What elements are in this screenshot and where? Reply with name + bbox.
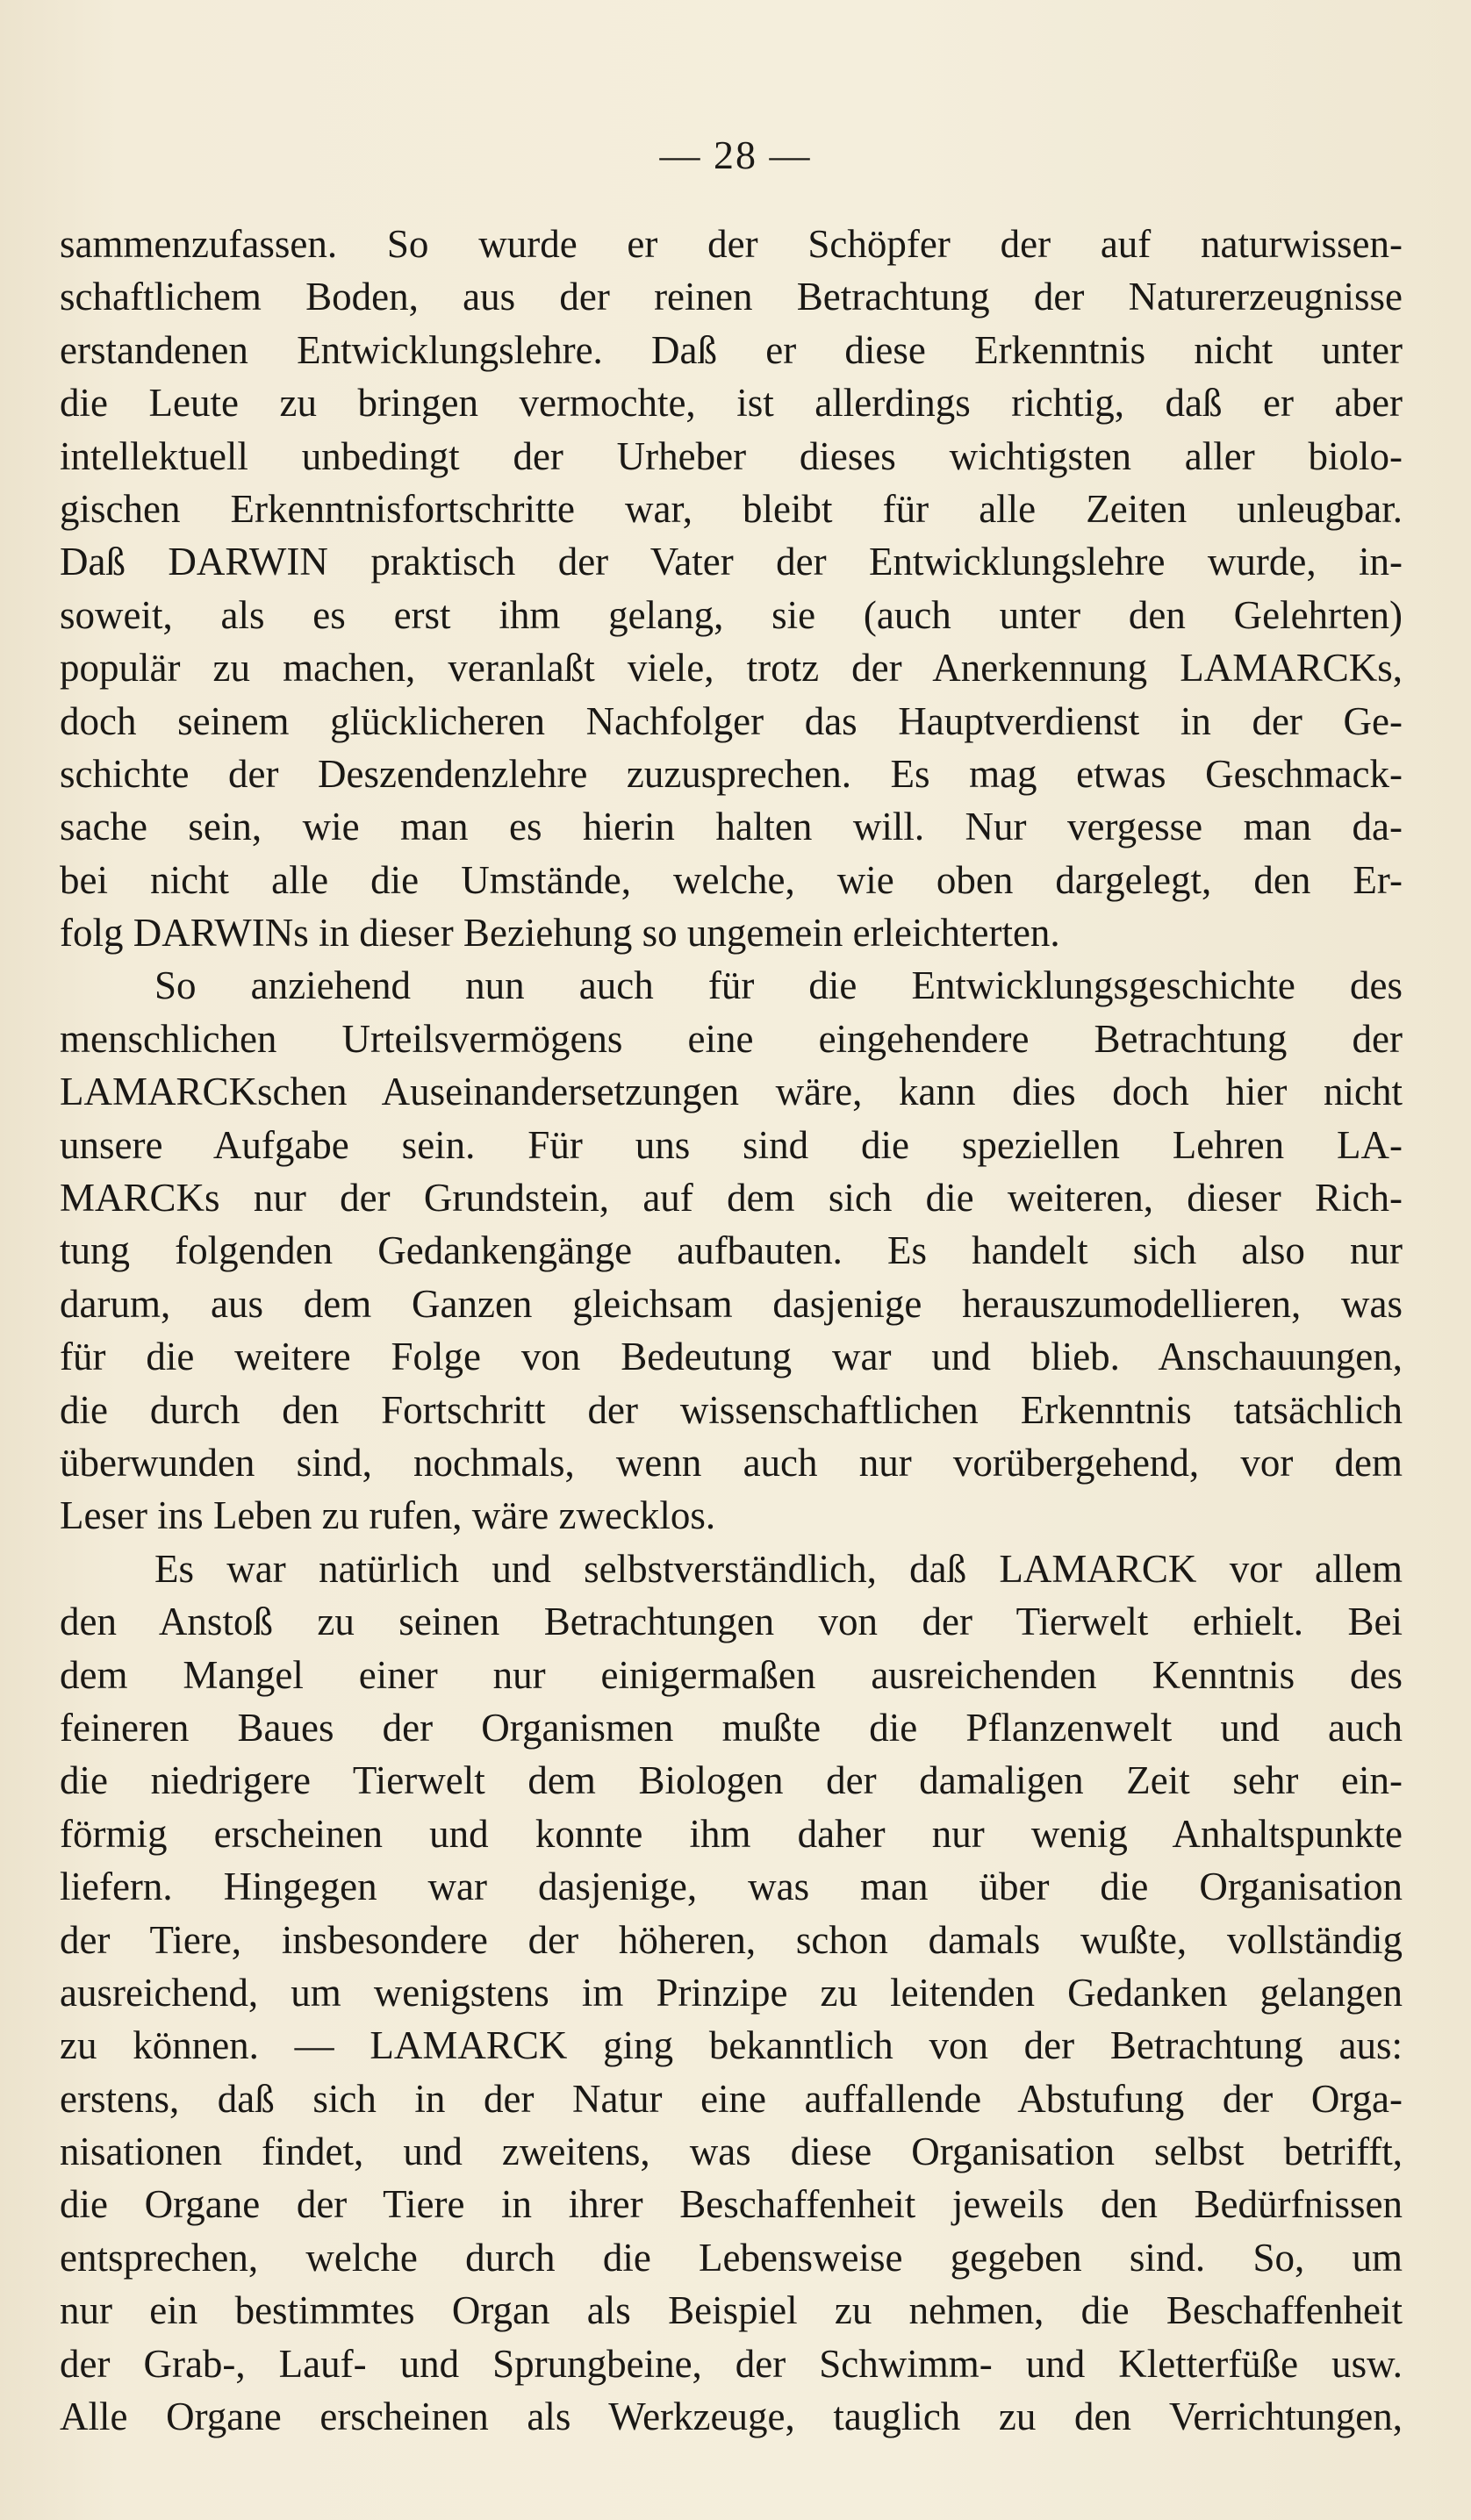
text-line: menschlichen Urteilsvermögens eine eingehendere Betrachtung der	[60, 1016, 1403, 1061]
text-line: feineren Baues der Organismen mußte die Pflanzenwelt und auch	[60, 1705, 1403, 1750]
text-line: förmig erscheinen und konnte ihm daher nur wenig Anhaltspunkte	[60, 1811, 1403, 1856]
text-line: die Leute zu bringen vermochte, ist allerdings richtig, daß er aber	[60, 381, 1403, 426]
paragraph-start-line: Es war natürlich und selbstverständlich, daß LAMARCK vor allem	[154, 1546, 1403, 1591]
text-line: darum, aus dem Ganzen gleichsam dasjenige herauszumodellieren, was	[60, 1281, 1403, 1326]
text-line: tung folgenden Gedankengänge aufbauten. Es handelt sich also nur	[60, 1228, 1403, 1273]
text-line: nur ein bestimmtes Organ als Beispiel zu nehmen, die Beschaffenheit	[60, 2288, 1403, 2333]
text-line: bei nicht alle die Umstände, welche, wie oben dargelegt, den Er-	[60, 857, 1403, 902]
paragraph-start-line: So anziehend nun auch für die Entwicklungsgeschichte des	[154, 963, 1403, 1008]
text-line: die niedrigere Tierwelt dem Biologen der damaligen Zeit sehr ein-	[60, 1758, 1403, 1803]
body-text	[60, 218, 1403, 2443]
text-line: ausreichend, um wenigstens im Prinzipe zu leitenden Gedanken gelangen	[60, 1970, 1403, 2015]
text-line: soweit, als es erst ihm gelang, sie (auch unter den Gelehrten)	[60, 592, 1403, 637]
text-line: schichte der Deszendenzlehre zuzusprechen. Es mag etwas Geschmack-	[60, 751, 1403, 796]
text-line: Alle Organe erscheinen als Werkzeuge, tauglich zu den Verrichtungen,	[60, 2395, 1403, 2439]
text-line: unsere Aufgabe sein. Für uns sind die speziellen Lehren LA-	[60, 1122, 1403, 1167]
text-line: für die weitere Folge von Bedeutung war und blieb. Anschauungen,	[60, 1335, 1403, 1379]
text-line: liefern. Hingegen war dasjenige, was man über die Organisation	[60, 1865, 1403, 1909]
text-line: sache sein, wie man es hierin halten will. Nur vergesse man da-	[60, 805, 1403, 849]
text-line: erstandenen Entwicklungslehre. Daß er diese Erkenntnis nicht unter	[60, 327, 1403, 372]
text-line: zu können. — LAMARCK ging bekanntlich von der Betrachtung aus:	[60, 2023, 1403, 2068]
paragraph-end-line: Leser ins Leben zu rufen, wäre zwecklos.	[60, 1493, 716, 1538]
text-line: der Grab-, Lauf- und Sprungbeine, der Schwimm- und Kletterfüße usw.	[60, 2341, 1403, 2386]
text-line: populär zu machen, veranlaßt viele, trotz der Anerkennung LAMARCKs,	[60, 646, 1403, 691]
text-line: Daß DARWIN praktisch der Vater der Entwicklungslehre wurde, in-	[60, 540, 1403, 584]
text-line: intellektuell unbedingt der Urheber dieses wichtigsten aller biolo-	[60, 433, 1403, 478]
text-line: sammenzufassen. So wurde er der Schöpfer der auf naturwissen-	[60, 222, 1403, 266]
text-line: LAMARCKschen Auseinandersetzungen wäre, kann dies doch hier nicht	[60, 1070, 1403, 1114]
text-line: nisationen findet, und zweitens, was diese Organisation selbst betrifft,	[60, 2130, 1403, 2174]
text-line: überwunden sind, nochmals, wenn auch nur vorübergehend, vor dem	[60, 1440, 1403, 1485]
text-line: MARCKs nur der Grundstein, auf dem sich die weiteren, dieser Rich-	[60, 1176, 1403, 1221]
paragraph-end-line: folg DARWINs in dieser Beziehung so ungemein erleichterten.	[60, 911, 1060, 956]
page-number: — 28 —	[659, 132, 812, 177]
text-line: dem Mangel einer nur einigermaßen ausreichenden Kenntnis des	[60, 1652, 1403, 1697]
text-line: gischen Erkenntnisfortschritte war, bleibt für alle Zeiten unleugbar.	[60, 486, 1403, 531]
text-line: erstens, daß sich in der Natur eine auffallende Abstufung der Orga-	[60, 2076, 1403, 2121]
text-line: die durch den Fortschritt der wissenschaftlichen Erkenntnis tatsächlich	[60, 1387, 1403, 1432]
text-line: schaftlichem Boden, aus der reinen Betrachtung der Naturerzeugnisse	[60, 275, 1403, 319]
text-line: doch seinem glücklicheren Nachfolger das Hauptverdienst in der Ge-	[60, 698, 1403, 743]
text-line: die Organe der Tiere in ihrer Beschaffenheit jeweils den Bedürfnissen	[60, 2182, 1403, 2227]
text-line: der Tiere, insbesondere der höheren, schon damals wußte, vollständig	[60, 1917, 1403, 1962]
text-line: den Anstoß zu seinen Betrachtungen von der Tierwelt erhielt. Bei	[60, 1600, 1403, 1644]
text-line: entsprechen, welche durch die Lebensweise gegeben sind. So, um	[60, 2235, 1403, 2280]
